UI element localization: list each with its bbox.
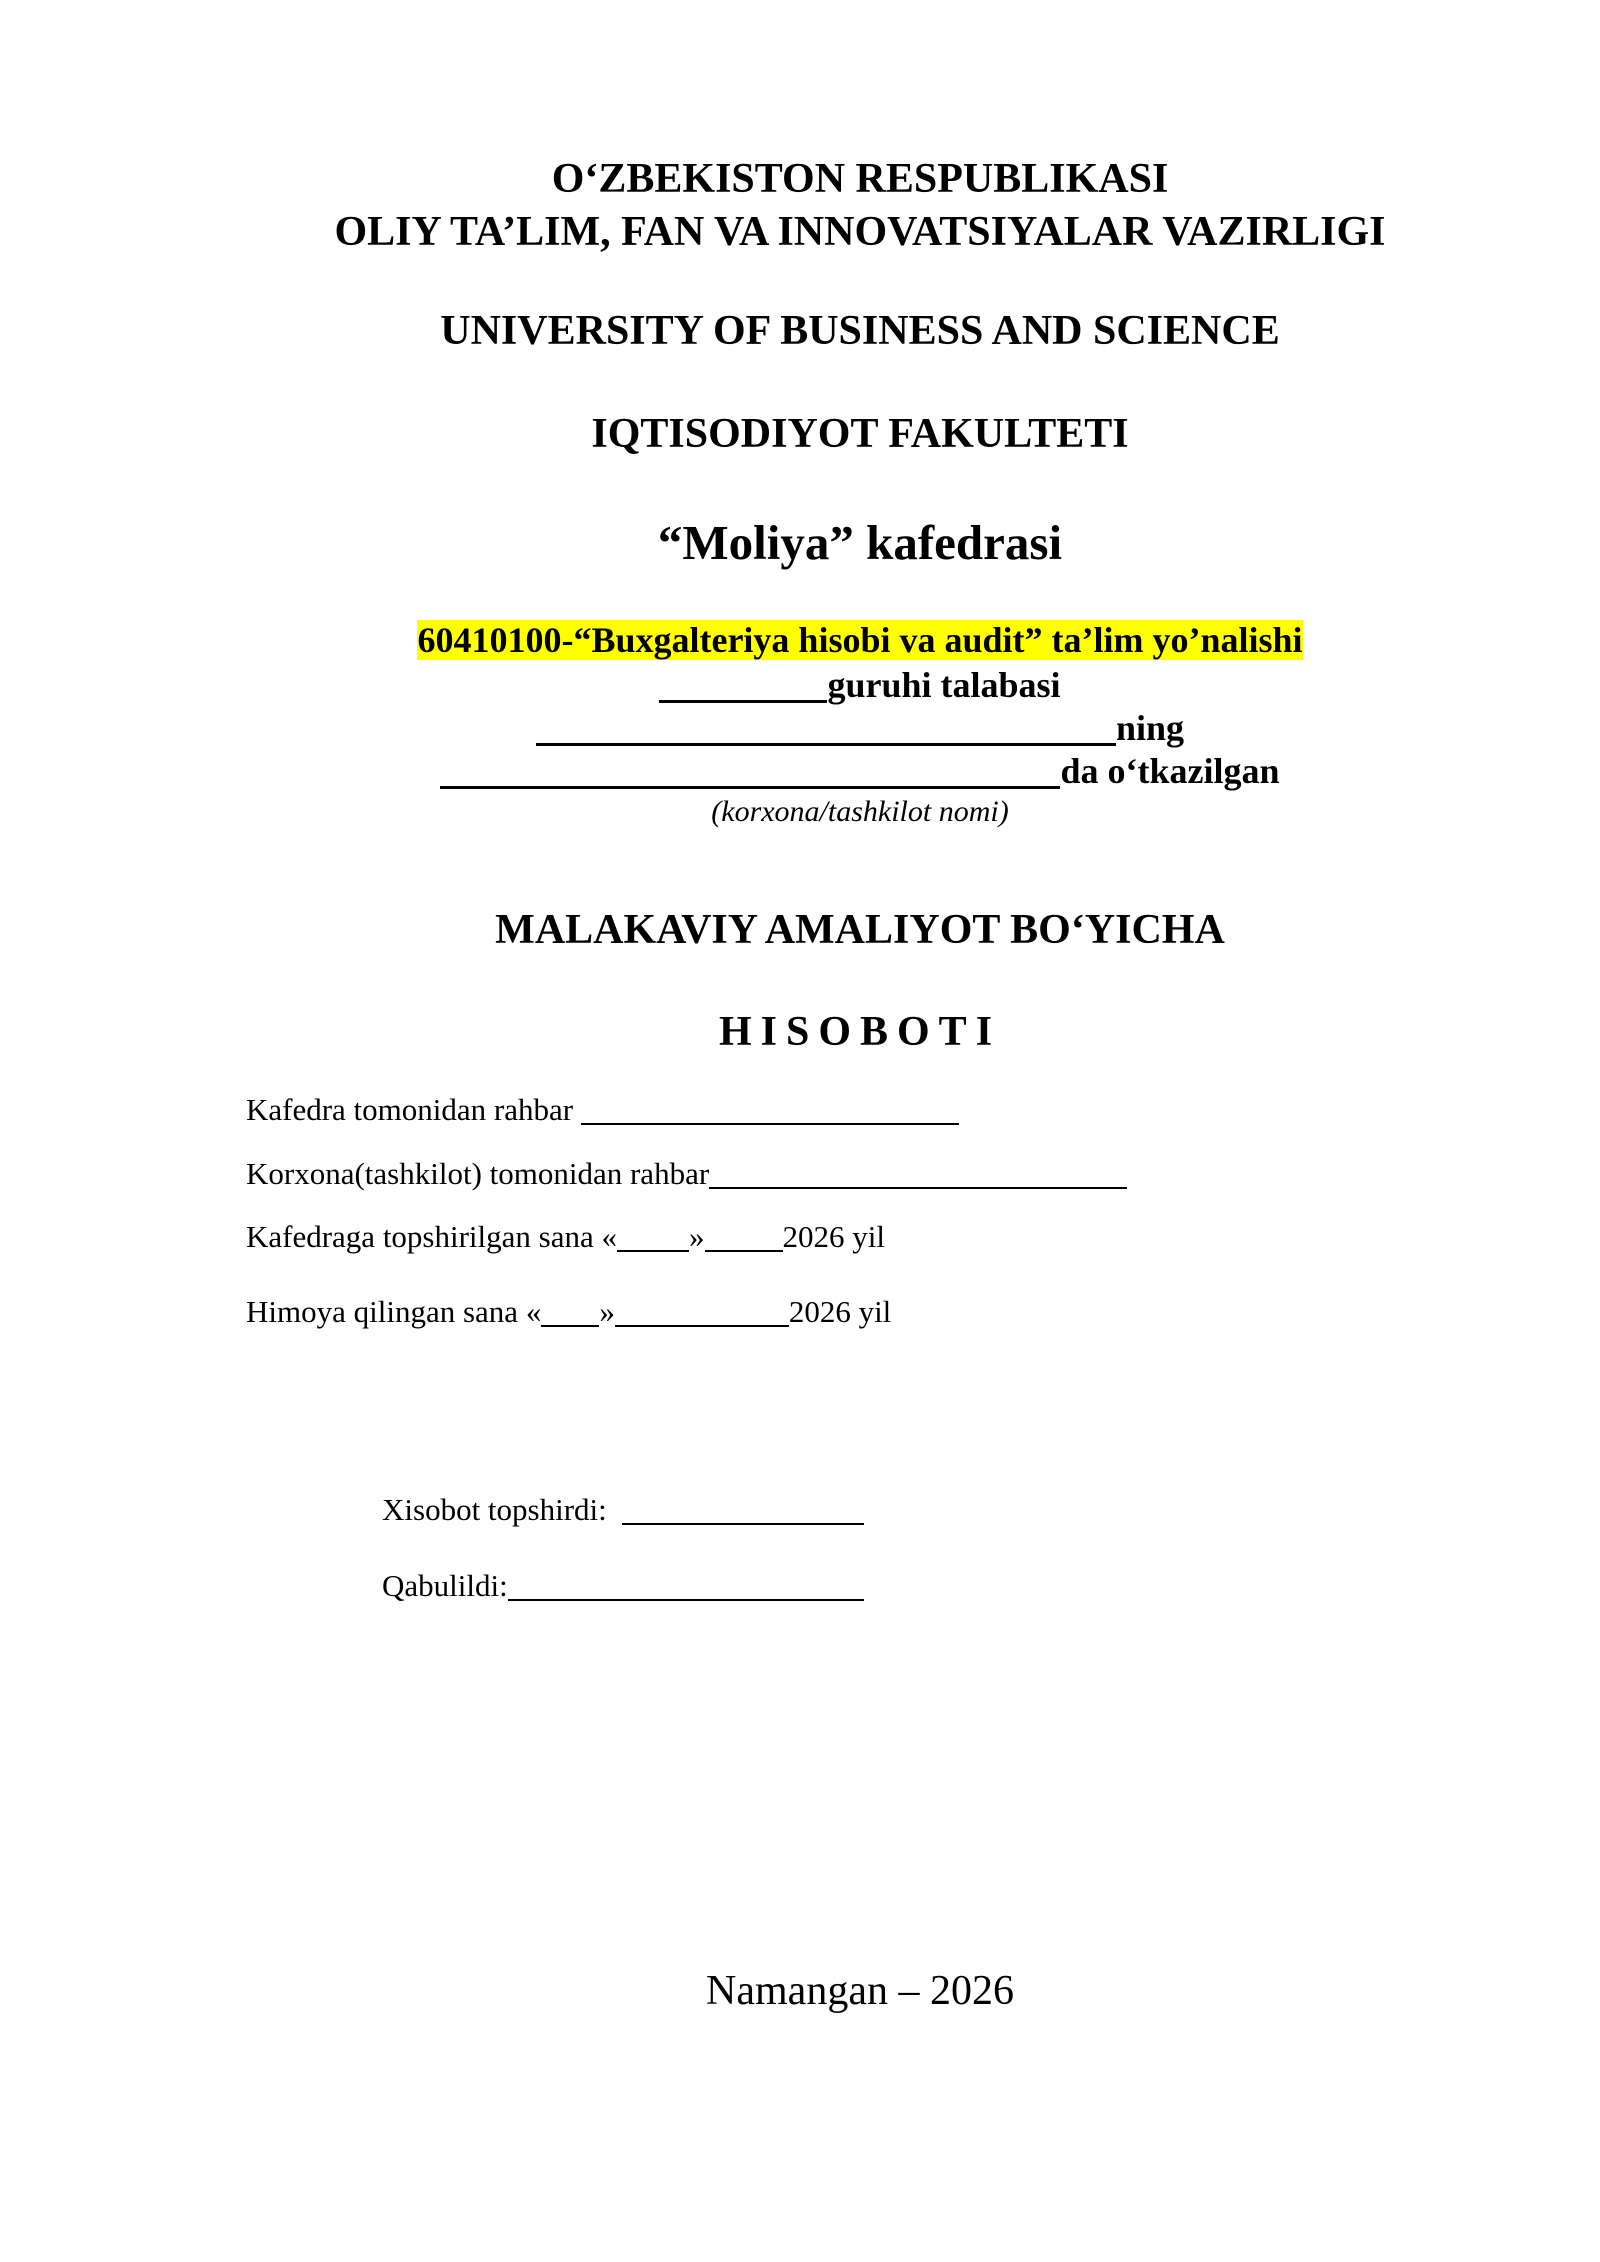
student-name-blank	[536, 713, 1116, 746]
defended-open-quote: «	[525, 1294, 542, 1329]
group-line	[0, 664, 1600, 706]
study-direction-text: 60410100-“Buxgalteriya hisobi va audit” ta’lim yo’nalishi	[417, 620, 1303, 660]
submitted-day-blank	[617, 1224, 689, 1252]
defended-month-blank	[615, 1299, 789, 1327]
student-name-suffix: ning	[1115, 708, 1185, 748]
organization-caption: (korxona/tashkilot nomi)	[711, 795, 1009, 828]
org-supervisor-blank	[709, 1161, 1127, 1189]
submitted-by-field	[382, 1492, 864, 1528]
org-supervisor-field	[246, 1156, 1127, 1192]
ministry-line-1: O‘ZBEKISTON RESPUBLIKASI	[551, 156, 1169, 202]
received-by-blank	[508, 1573, 864, 1601]
organization-line	[0, 750, 1600, 792]
submitted-by-label: Xisobot topshirdi:	[382, 1492, 607, 1527]
study-direction	[0, 619, 1600, 661]
report-title: MALAKAVIY AMALIYOT BO‘YICHA	[495, 907, 1225, 953]
submitted-month-blank	[705, 1224, 783, 1252]
city-year: Namangan – 2026	[706, 1968, 1014, 2014]
organization-blank	[440, 756, 1060, 789]
dept-supervisor-label: Kafedra tomonidan rahbar	[246, 1092, 574, 1127]
received-by-field	[382, 1568, 864, 1604]
faculty-name: IQTISODIYOT FAKULTETI	[591, 411, 1129, 457]
submitted-date-field	[246, 1219, 885, 1255]
submitted-close-quote: »	[689, 1219, 705, 1254]
university-name: UNIVERSITY OF BUSINESS AND SCIENCE	[440, 308, 1280, 354]
submitted-year: 2026 yil	[782, 1219, 885, 1254]
submitted-open-quote: «	[601, 1219, 618, 1254]
org-supervisor-label: Korxona(tashkilot) tomonidan rahbar	[246, 1156, 710, 1191]
defended-year: 2026 yil	[788, 1294, 892, 1329]
report-subtitle: HISOBOTI	[718, 1009, 1002, 1055]
organization-suffix: da o‘tkazilgan	[1060, 751, 1280, 791]
dept-supervisor-field	[246, 1092, 959, 1128]
submitted-by-blank	[622, 1497, 864, 1525]
ministry-line-2: OLIY TA’LIM, FAN VA INNOVATSIYALAR VAZIRLIGI	[334, 209, 1386, 255]
dept-supervisor-blank	[581, 1097, 959, 1125]
defended-day-blank	[541, 1299, 599, 1327]
defended-date-label: Himoya qilingan sana	[246, 1294, 519, 1329]
defended-close-quote: »	[599, 1294, 615, 1329]
defended-date-field	[246, 1294, 891, 1330]
group-blank	[659, 670, 827, 703]
group-suffix: guruhi talabasi	[827, 665, 1061, 705]
student-name-line	[0, 707, 1600, 749]
submitted-date-label: Kafedraga topshirilgan sana	[246, 1219, 594, 1254]
received-by-label: Qabulildi:	[382, 1568, 508, 1603]
department-name: “Moliya” kafedrasi	[657, 515, 1063, 570]
